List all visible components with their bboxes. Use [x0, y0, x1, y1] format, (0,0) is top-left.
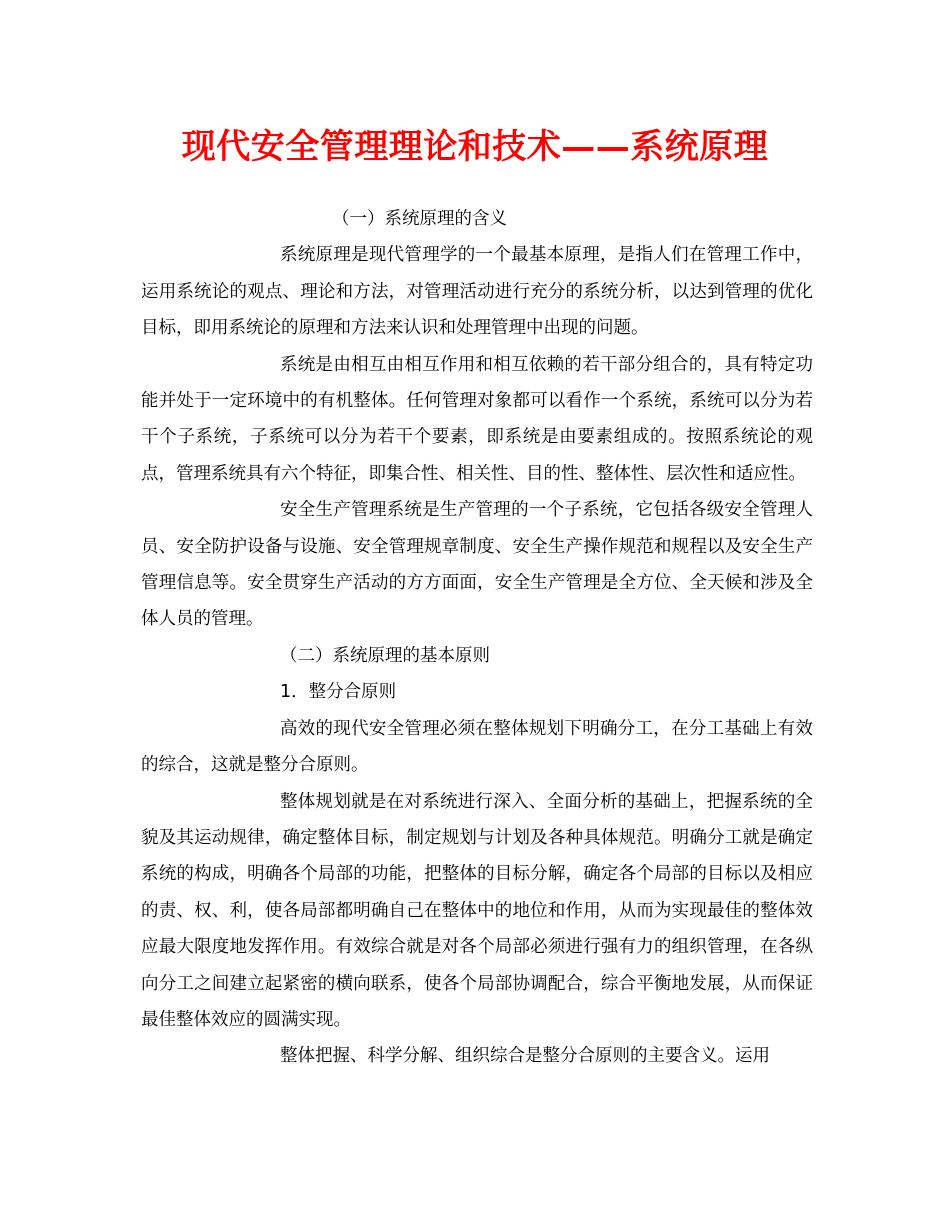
document-body [141, 201, 813, 1075]
section-heading-basic-principles: （二）系统原理的基本原则 [280, 645, 490, 666]
document-title: 现代安全管理理论和技术——系统原理 [181, 127, 769, 167]
paragraph-system-definition: 系统是由相互由相互作用和相互依赖的若干部分组合的，具有特定功能并处于一定环境中的有机整体。任何管理对象都可以看作一个系统，系统可以分为若干个子系统，子系统可以分为若干个要素，即系统是由要素组成的。按照系统论的观点，管理系统具有六个特征，即集合性、相关性、目的性、整体性、层次性和适应性。 [141, 354, 813, 484]
paragraph-safety-management-system: 安全生产管理系统是生产管理的一个子系统，它包括各级安全管理人员、安全防护设备与设施、安全管理规章制度、安全生产操作规范和规程以及安全生产管理信息等。安全贯穿生产活动的方方面面，安全生产管理是全方位、全天候和涉及全体人员的管理。 [141, 500, 813, 630]
subsection-heading-integration: 1．整分合原则 [280, 682, 397, 703]
paragraph-system-principle: 系统原理是现代管理学的一个最基本原理，是指人们在管理工作中，运用系统论的观点、理论和方法，对管理活动进行充分的系统分析，以达到管理的优化目标，即用系统论的原理和方法来认识和处理管理中出现的问题。 [141, 245, 813, 339]
paragraph-integration-intro: 高效的现代安全管理必须在整体规划下明确分工，在分工基础上有效的综合，这就是整分合原则。 [141, 718, 813, 776]
paragraph-integration-summary: 整体把握、科学分解、组织综合是整分合原则的主要含义。运用 [280, 1046, 770, 1067]
section-heading-meaning: （一）系统原理的含义 [332, 209, 507, 229]
paragraph-integration-detail: 整体规划就是在对系统进行深入、全面分析的基础上，把握系统的全貌及其运动规律，确定整体目标，制定规划与计划及各种具体规范。明确分工就是确定系统的构成，明确各个局部的功能，把整体的目标分解，确定各个局部的目标以及相应的责、权、利，使各局部都明确自己在整体中的地位和作用，从而为实现最佳的整体效应最大限度地发挥作用。有效综合就是对各个局部必须进行强有力的组织管理，在各纵向分工之间建立起紧密的横向联系，使各个局部协调配合，综合平衡地发展，从而保证最佳整体效应的圆满实现。 [141, 791, 813, 1030]
